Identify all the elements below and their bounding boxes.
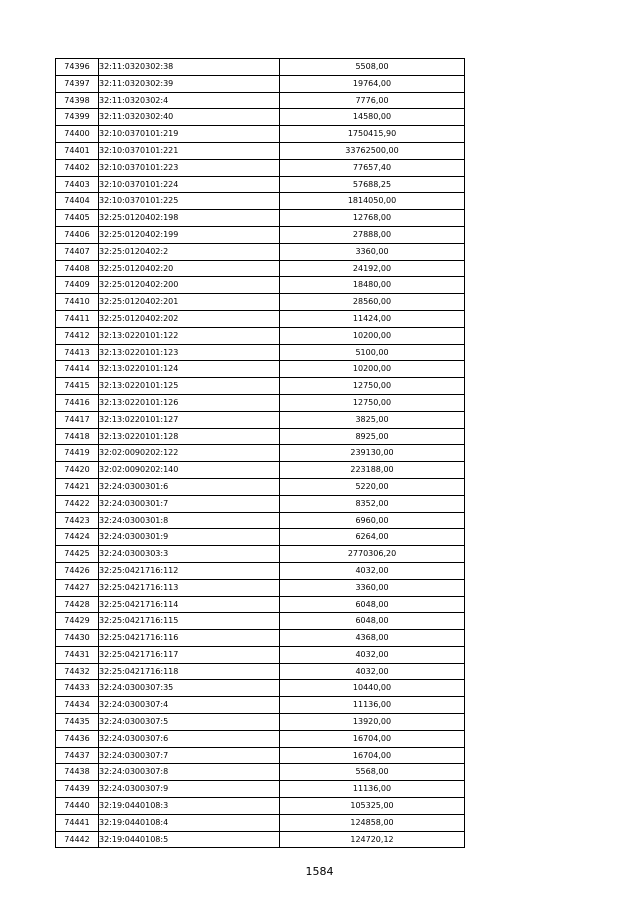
table-row [56,730,465,747]
row-number-cell: 74424 [56,529,99,546]
cadastral-number-cell: 32:24:0300303:3 [99,546,280,563]
row-number-cell: 74429 [56,613,99,630]
value-cell: 8352,00 [280,495,465,512]
cadastral-number-cell: 32:11:0320302:38 [99,59,280,76]
cadastral-number-cell: 32:25:0421716:114 [99,596,280,613]
table-row [56,495,465,512]
table-row [56,142,465,159]
value-cell: 24192,00 [280,260,465,277]
value-cell: 6048,00 [280,596,465,613]
cadastral-number-cell: 32:24:0300301:8 [99,512,280,529]
value-cell: 28560,00 [280,294,465,311]
value-cell: 6264,00 [280,529,465,546]
table-row [56,109,465,126]
page-number: 1584 [305,865,334,878]
row-number-cell: 74410 [56,294,99,311]
cadastral-number-cell: 32:25:0120402:202 [99,310,280,327]
row-number-cell: 74441 [56,814,99,831]
table-row [56,613,465,630]
value-cell: 1814050,00 [280,193,465,210]
table-row [56,714,465,731]
value-cell: 16704,00 [280,747,465,764]
value-cell: 239130,00 [280,445,465,462]
cadastral-number-cell: 32:10:0370101:221 [99,142,280,159]
cadastral-number-cell: 32:13:0220101:127 [99,411,280,428]
table-row [56,75,465,92]
row-number-cell: 74434 [56,697,99,714]
cadastral-number-cell: 32:25:0120402:198 [99,210,280,227]
cadastral-number-cell: 32:13:0220101:125 [99,378,280,395]
row-number-cell: 74439 [56,781,99,798]
table-row [56,630,465,647]
value-cell: 11424,00 [280,310,465,327]
row-number-cell: 74408 [56,260,99,277]
table-row [56,512,465,529]
row-number-cell: 74417 [56,411,99,428]
table-row [56,428,465,445]
cadastral-number-cell: 32:24:0300301:7 [99,495,280,512]
table-row [56,562,465,579]
row-number-cell: 74427 [56,579,99,596]
cadastral-number-cell: 32:25:0421716:113 [99,579,280,596]
table-body [56,59,465,848]
cadastral-number-cell: 32:13:0220101:122 [99,327,280,344]
table-row [56,210,465,227]
value-cell: 57688,25 [280,176,465,193]
table-row [56,462,465,479]
table-row [56,831,465,848]
row-number-cell: 74430 [56,630,99,647]
value-cell: 2770306,20 [280,546,465,563]
table-row [56,478,465,495]
value-cell: 18480,00 [280,277,465,294]
cadastral-number-cell: 32:19:0440108:3 [99,798,280,815]
row-number-cell: 74419 [56,445,99,462]
row-number-cell: 74422 [56,495,99,512]
value-cell: 3360,00 [280,579,465,596]
table-row [56,646,465,663]
value-cell: 10200,00 [280,361,465,378]
data-table [55,58,465,848]
cadastral-number-cell: 32:24:0300307:7 [99,747,280,764]
cadastral-number-cell: 32:13:0220101:128 [99,428,280,445]
value-cell: 4368,00 [280,630,465,647]
row-number-cell: 74400 [56,126,99,143]
value-cell: 1750415,90 [280,126,465,143]
table-row [56,327,465,344]
value-cell: 5568,00 [280,764,465,781]
value-cell: 10440,00 [280,680,465,697]
row-number-cell: 74397 [56,75,99,92]
cadastral-number-cell: 32:11:0320302:40 [99,109,280,126]
value-cell: 124858,00 [280,814,465,831]
row-number-cell: 74407 [56,243,99,260]
cadastral-number-cell: 32:11:0320302:4 [99,92,280,109]
table-row [56,176,465,193]
table-row [56,159,465,176]
cadastral-number-cell: 32:25:0421716:112 [99,562,280,579]
value-cell: 5508,00 [280,59,465,76]
row-number-cell: 74401 [56,142,99,159]
row-number-cell: 74438 [56,764,99,781]
table-row [56,596,465,613]
table-row [56,546,465,563]
table-row [56,798,465,815]
table-row [56,411,465,428]
value-cell: 12750,00 [280,378,465,395]
cadastral-number-cell: 32:24:0300301:9 [99,529,280,546]
row-number-cell: 74405 [56,210,99,227]
table-row [56,277,465,294]
cadastral-number-cell: 32:24:0300307:9 [99,781,280,798]
table-row [56,378,465,395]
value-cell: 3360,00 [280,243,465,260]
value-cell: 77657,40 [280,159,465,176]
table-row [56,394,465,411]
value-cell: 13920,00 [280,714,465,731]
cadastral-number-cell: 32:24:0300307:4 [99,697,280,714]
value-cell: 105325,00 [280,798,465,815]
value-cell: 11136,00 [280,781,465,798]
cadastral-number-cell: 32:25:0421716:116 [99,630,280,647]
value-cell: 7776,00 [280,92,465,109]
table-row [56,680,465,697]
row-number-cell: 74406 [56,226,99,243]
cadastral-number-cell: 32:25:0421716:118 [99,663,280,680]
row-number-cell: 74399 [56,109,99,126]
row-number-cell: 74420 [56,462,99,479]
value-cell: 10200,00 [280,327,465,344]
cadastral-number-cell: 32:02:0090202:140 [99,462,280,479]
value-cell: 12768,00 [280,210,465,227]
table-row [56,445,465,462]
row-number-cell: 74418 [56,428,99,445]
table-row [56,344,465,361]
table-row [56,59,465,76]
cadastral-number-cell: 32:10:0370101:224 [99,176,280,193]
row-number-cell: 74412 [56,327,99,344]
cadastral-number-cell: 32:13:0220101:124 [99,361,280,378]
cadastral-number-cell: 32:02:0090202:122 [99,445,280,462]
row-number-cell: 74426 [56,562,99,579]
value-cell: 8925,00 [280,428,465,445]
value-cell: 6048,00 [280,613,465,630]
row-number-cell: 74415 [56,378,99,395]
table-row [56,697,465,714]
value-cell: 12750,00 [280,394,465,411]
row-number-cell: 74403 [56,176,99,193]
row-number-cell: 74398 [56,92,99,109]
value-cell: 14580,00 [280,109,465,126]
table-row [56,260,465,277]
table-row [56,243,465,260]
cadastral-number-cell: 32:24:0300307:6 [99,730,280,747]
table-row [56,764,465,781]
value-cell: 4032,00 [280,646,465,663]
row-number-cell: 74396 [56,59,99,76]
row-number-cell: 74414 [56,361,99,378]
cadastral-number-cell: 32:25:0120402:199 [99,226,280,243]
cadastral-number-cell: 32:25:0120402:200 [99,277,280,294]
row-number-cell: 74432 [56,663,99,680]
table-row [56,747,465,764]
cadastral-number-cell: 32:11:0320302:39 [99,75,280,92]
table-row [56,294,465,311]
row-number-cell: 74435 [56,714,99,731]
value-cell: 11136,00 [280,697,465,714]
table-row [56,226,465,243]
table-row [56,579,465,596]
row-number-cell: 74428 [56,596,99,613]
cadastral-number-cell: 32:24:0300307:8 [99,764,280,781]
row-number-cell: 74409 [56,277,99,294]
value-cell: 4032,00 [280,663,465,680]
cadastral-number-cell: 32:25:0421716:117 [99,646,280,663]
row-number-cell: 74404 [56,193,99,210]
row-number-cell: 74436 [56,730,99,747]
cadastral-number-cell: 32:25:0120402:20 [99,260,280,277]
cadastral-number-cell: 32:19:0440108:4 [99,814,280,831]
value-cell: 3825,00 [280,411,465,428]
cadastral-number-cell: 32:25:0120402:2 [99,243,280,260]
value-cell: 223188,00 [280,462,465,479]
cadastral-number-cell: 32:13:0220101:126 [99,394,280,411]
row-number-cell: 74440 [56,798,99,815]
cadastral-number-cell: 32:13:0220101:123 [99,344,280,361]
row-number-cell: 74416 [56,394,99,411]
cadastral-number-cell: 32:10:0370101:219 [99,126,280,143]
table-row [56,529,465,546]
row-number-cell: 74442 [56,831,99,848]
table-row [56,193,465,210]
cadastral-number-cell: 32:25:0120402:201 [99,294,280,311]
row-number-cell: 74413 [56,344,99,361]
row-number-cell: 74411 [56,310,99,327]
table-row [56,814,465,831]
cadastral-number-cell: 32:10:0370101:223 [99,159,280,176]
cadastral-number-cell: 32:25:0421716:115 [99,613,280,630]
value-cell: 19764,00 [280,75,465,92]
cadastral-number-cell: 32:19:0440108:5 [99,831,280,848]
row-number-cell: 74425 [56,546,99,563]
cadastral-number-cell: 32:24:0300307:35 [99,680,280,697]
row-number-cell: 74437 [56,747,99,764]
cadastral-number-cell: 32:24:0300307:5 [99,714,280,731]
value-cell: 5100,00 [280,344,465,361]
table-row [56,126,465,143]
value-cell: 124720,12 [280,831,465,848]
table-row [56,92,465,109]
row-number-cell: 74421 [56,478,99,495]
value-cell: 5220,00 [280,478,465,495]
table-row [56,663,465,680]
row-number-cell: 74402 [56,159,99,176]
value-cell: 27888,00 [280,226,465,243]
table-row [56,361,465,378]
row-number-cell: 74433 [56,680,99,697]
row-number-cell: 74431 [56,646,99,663]
row-number-cell: 74423 [56,512,99,529]
table-row [56,781,465,798]
value-cell: 16704,00 [280,730,465,747]
value-cell: 4032,00 [280,562,465,579]
cadastral-number-cell: 32:24:0300301:6 [99,478,280,495]
table-row [56,310,465,327]
value-cell: 6960,00 [280,512,465,529]
value-cell: 33762500,00 [280,142,465,159]
cadastral-number-cell: 32:10:0370101:225 [99,193,280,210]
